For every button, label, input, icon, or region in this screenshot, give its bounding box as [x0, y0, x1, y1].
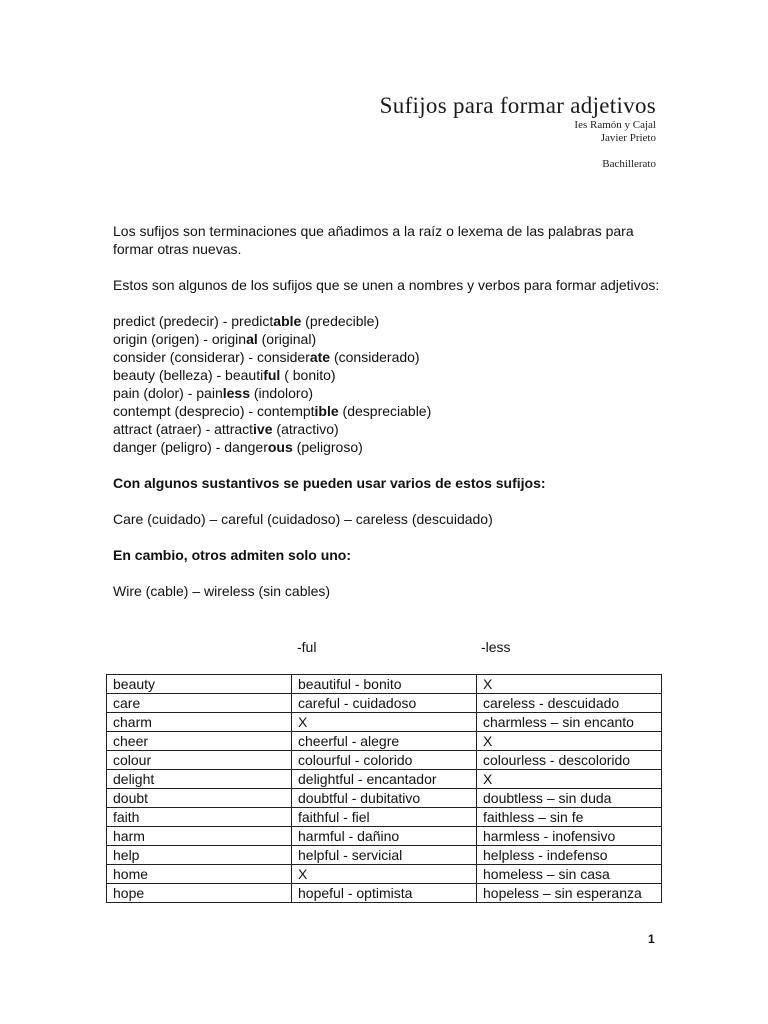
table-cell: charmless – sin encanto — [477, 713, 662, 732]
table-cell: careful - cuidadoso — [292, 694, 477, 713]
table-row — [107, 751, 662, 770]
table-cell: harmless - inofensivo — [477, 827, 662, 846]
table-row — [107, 865, 662, 884]
table-cell: beauty — [107, 675, 292, 694]
table-cell: colourful - colorido — [292, 751, 477, 770]
suffix-highlight: al — [246, 331, 258, 347]
table-cell: doubt — [107, 789, 292, 808]
course-level: Bachillerato — [602, 158, 656, 170]
suffix-table — [106, 674, 662, 903]
table-cell: colourless - descolorido — [477, 751, 662, 770]
table-cell: care — [107, 694, 292, 713]
table-row — [107, 789, 662, 808]
table-cell: home — [107, 865, 292, 884]
table-cell: faithless – sin fe — [477, 808, 662, 827]
table-cell: harmful - dañino — [292, 827, 477, 846]
table-row — [107, 770, 662, 789]
table-cell: faithful - fiel — [292, 808, 477, 827]
table-cell: helpless - indefenso — [477, 846, 662, 865]
section-example: Wire (cable) – wireless (sin cables) — [113, 583, 331, 599]
suffix-highlight: ible — [314, 403, 339, 419]
table-cell: doubtless – sin duda — [477, 789, 662, 808]
table-cell: homeless – sin casa — [477, 865, 662, 884]
table-cell: beautiful - bonito — [292, 675, 477, 694]
section-heading: En cambio, otros admiten solo uno: — [113, 547, 352, 563]
table-cell: hopeless – sin esperanza — [477, 884, 662, 903]
suffix-highlight: less — [222, 385, 250, 401]
suffix-highlight: ive — [253, 421, 273, 437]
table-cell: hopeful - optimista — [292, 884, 477, 903]
table-cell: X — [292, 713, 477, 732]
table-cell: delightful - encantador — [292, 770, 477, 789]
suffix-highlight: ous — [267, 439, 293, 455]
table-cell: helpful - servicial — [292, 846, 477, 865]
table-cell: cheerful - alegre — [292, 732, 477, 751]
table-cell: colour — [107, 751, 292, 770]
table-row — [107, 884, 662, 903]
table-cell: X — [292, 865, 477, 884]
document-title: Sufijos para formar adjetivos — [379, 93, 656, 118]
suffix-highlight: ful — [263, 367, 281, 383]
section-example: Care (cuidado) – careful (cuidadoso) – careless (descuidado) — [113, 511, 493, 527]
section-heading: Con algunos sustantivos se pueden usar varios de estos sufijos: — [113, 475, 546, 491]
school-name: Ies Ramón y Cajal — [574, 119, 656, 131]
table-cell: doubtful - dubitativo — [292, 789, 477, 808]
example-line: contempt (desprecio) - contemptible (despreciable) — [113, 403, 432, 419]
example-line: consider (considerar) - considerate (considerado) — [113, 349, 420, 365]
example-line: beauty (belleza) - beautiful ( bonito) — [113, 367, 336, 383]
table-cell: faith — [107, 808, 292, 827]
document-body — [113, 222, 673, 618]
table-row — [107, 675, 662, 694]
intro-paragraph: Los sufijos son terminaciones que añadimos a la raíz o lexema de las palabras para formar otras nuevas. — [113, 223, 634, 257]
suffix-highlight: able — [273, 313, 302, 329]
example-line: attract (atraer) - attractive (atractivo) — [113, 421, 339, 437]
page-number: 1 — [648, 932, 655, 946]
example-line: origin (origen) - original (original) — [113, 331, 317, 347]
intro-paragraph: Estos son algunos de los sufijos que se unen a nombres y verbos para formar adjetivos: — [113, 277, 660, 293]
table-cell: careless - descuidado — [477, 694, 662, 713]
table-row — [107, 827, 662, 846]
table-cell: X — [477, 770, 662, 789]
example-line: danger (peligro) - dangerous (peligroso) — [113, 439, 363, 455]
table-cell: delight — [107, 770, 292, 789]
table-row — [107, 732, 662, 751]
table-cell: charm — [107, 713, 292, 732]
example-list — [113, 312, 673, 456]
table-cell: X — [477, 732, 662, 751]
example-line: pain (dolor) - painless (indoloro) — [113, 385, 314, 401]
table-row — [107, 713, 662, 732]
table-row — [107, 808, 662, 827]
document-header — [380, 93, 656, 171]
table-cell: cheer — [107, 732, 292, 751]
table-row — [107, 846, 662, 865]
column-heading-ful: -ful — [297, 639, 317, 655]
suffix-highlight: ate — [309, 349, 331, 365]
table-cell: X — [477, 675, 662, 694]
author-name: Javier Prieto — [600, 132, 656, 144]
example-line: predict (predecir) - predictable (predecible) — [113, 313, 380, 329]
table-cell: hope — [107, 884, 292, 903]
table-cell: harm — [107, 827, 292, 846]
table-cell: help — [107, 846, 292, 865]
table-row — [107, 694, 662, 713]
column-heading-less: -less — [481, 639, 511, 655]
